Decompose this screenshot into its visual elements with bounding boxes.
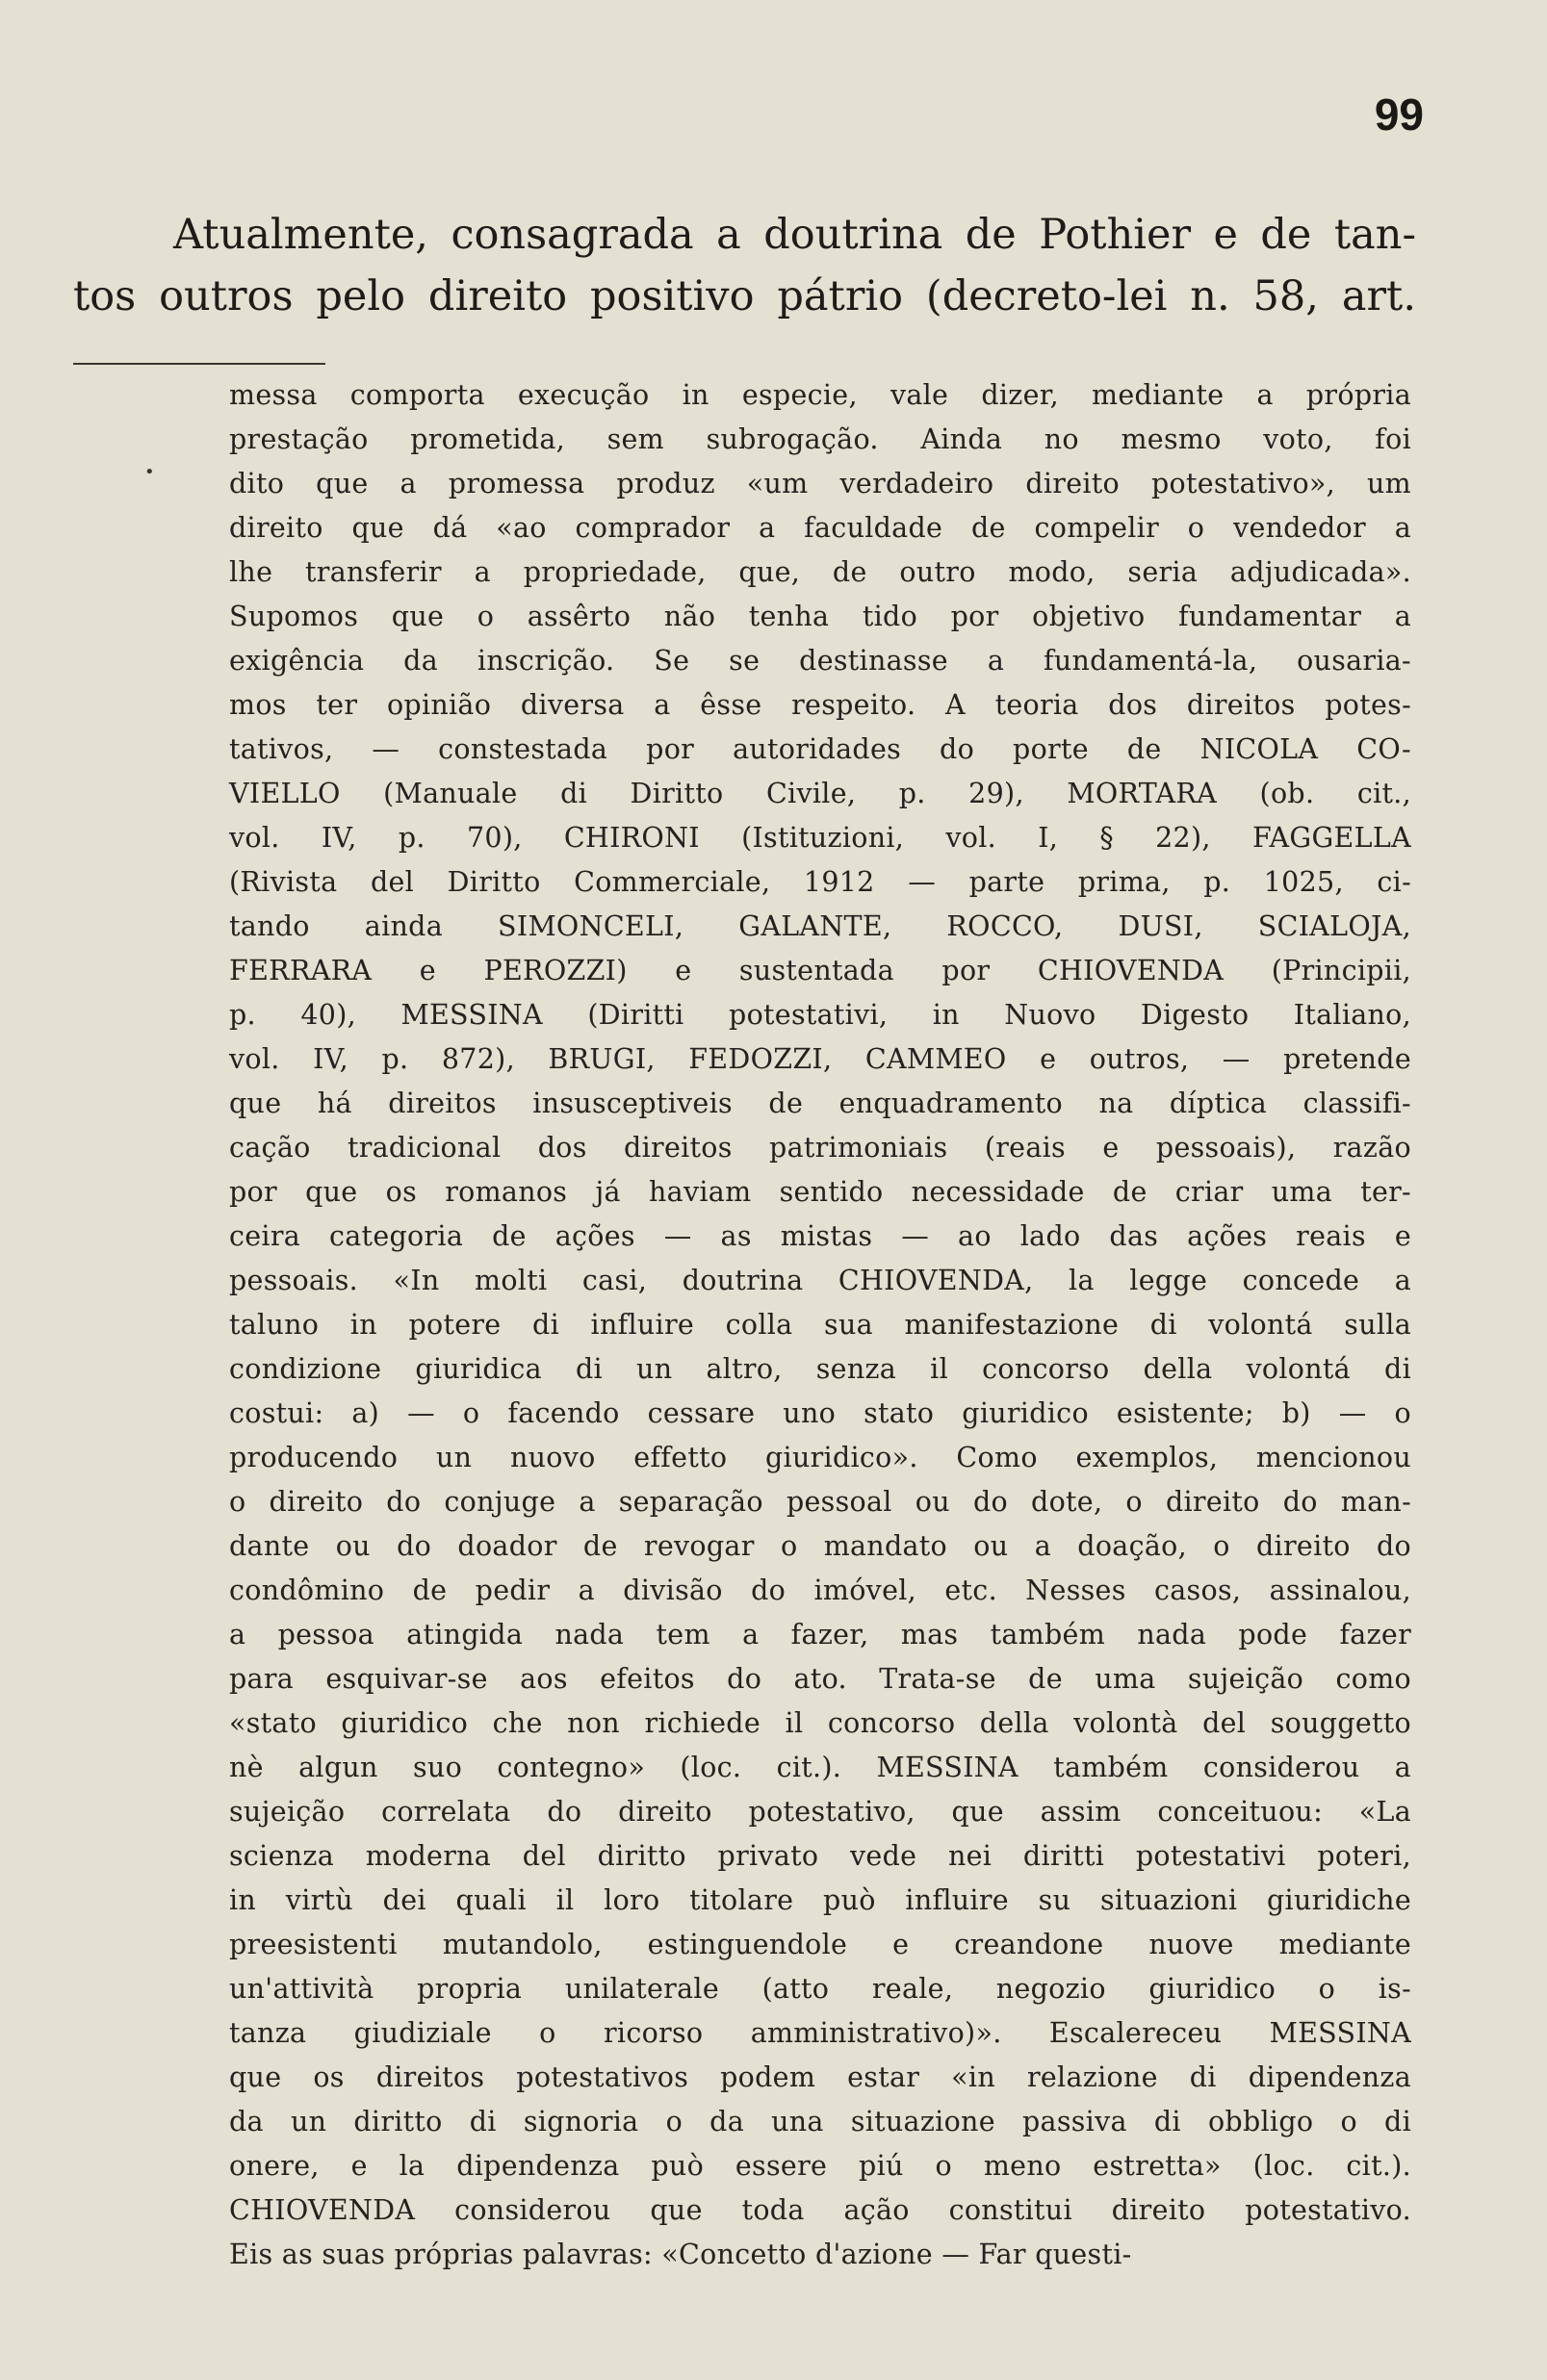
footnote-line: nè algun suo contegno» (loc. cit.). MESSINA também considerou a — [229, 1752, 1411, 1783]
footnote-line: taluno in potere di influire colla sua manifestazione di volontá sulla — [229, 1309, 1411, 1341]
footnote-line: direito que dá «ao comprador a faculdade de compelir o vendedor a — [229, 512, 1411, 544]
footnote-line: para esquivar-se aos efeitos do ato. Trata-se de uma sujeição como — [229, 1663, 1411, 1695]
footnote-line: vol. IV, p. 872), BRUGI, FEDOZZI, CAMMEO e outros, — pretende — [229, 1043, 1411, 1075]
footnote-line: scienza moderna del diritto privato vede nei diritti potestativi poteri, — [229, 1840, 1411, 1872]
footnote-line: costui: a) — o facendo cessare uno stato giuridico esistente; b) — o — [229, 1397, 1411, 1429]
main-text-line: tos outros pelo direito positivo pátrio (decreto-lei n. 58, art. — [73, 272, 1416, 320]
footnote-line: producendo un nuovo effetto giuridico». Como exemplos, mencionou — [229, 1442, 1411, 1473]
footnote — [229, 373, 1411, 2277]
footnote-line: Eis as suas próprias palavras: «Concetto d'azione — Far questi- — [229, 2239, 1132, 2270]
page-number: 99 — [1374, 90, 1424, 140]
margin-mark: • — [144, 462, 155, 482]
main-text — [73, 204, 1416, 327]
footnote-line: onere, e la dipendenza può essere piú o meno estretta» (loc. cit.). — [229, 2150, 1411, 2182]
footnote-line: messa comporta execução in especie, vale dizer, mediante a própria — [229, 379, 1411, 411]
footnote-line: pessoais. «In molti casi, doutrina CHIOVENDA, la legge concede a — [229, 1265, 1411, 1296]
main-text-line: Atualmente, consagrada a doutrina de Pothier e de tan- — [173, 211, 1416, 259]
footnote-line: sujeição correlata do direito potestativo, que assim conceituou: «La — [229, 1796, 1411, 1828]
footnote-line: lhe transferir a propriedade, que, de outro modo, seria adjudicada». — [229, 556, 1411, 588]
footnote-line: tando ainda SIMONCELI, GALANTE, ROCCO, DUSI, SCIALOJA, — [229, 910, 1411, 942]
footnote-line: o direito do conjuge a separação pessoal ou do dote, o direito do man- — [229, 1486, 1411, 1518]
footnote-line: que os direitos potestativos podem estar «in relazione di dipendenza — [229, 2061, 1411, 2093]
footnote-line: VIELLO (Manuale di Diritto Civile, p. 29), MORTARA (ob. cit., — [229, 778, 1411, 809]
footnote-line: mos ter opinião diversa a êsse respeito. A teoria dos direitos potes- — [229, 689, 1411, 721]
footnote-line: da un diritto di signoria o da una situazione passiva di obbligo o di — [229, 2106, 1411, 2137]
footnote-line: Supomos que o assêrto não tenha tido por objetivo fundamentar a — [229, 601, 1411, 632]
footnote-line: condômino de pedir a divisão do imóvel, etc. Nesses casos, assinalou, — [229, 1574, 1411, 1606]
footnote-line: FERRARA e PEROZZI) e sustentada por CHIOVENDA (Principii, — [229, 955, 1411, 986]
footnote-line: condizione giuridica di un altro, senza il concorso della volontá di — [229, 1353, 1411, 1385]
footnote-line: dito que a promessa produz «um verdadeiro direito potestativo», um — [229, 468, 1411, 499]
footnote-line: p. 40), MESSINA (Diritti potestativi, in Nuovo Digesto Italiano, — [229, 999, 1411, 1031]
footnote-line: vol. IV, p. 70), CHIRONI (Istituzioni, vol. I, § 22), FAGGELLA — [229, 822, 1411, 854]
footnote-line: CHIOVENDA considerou que toda ação constitui direito potestativo. — [229, 2194, 1411, 2226]
footnote-line: un'attività propria unilaterale (atto reale, negozio giuridico o is- — [229, 1973, 1411, 2005]
footnote-line: prestação prometida, sem subrogação. Ainda no mesmo voto, foi — [229, 423, 1411, 455]
footnote-line: a pessoa atingida nada tem a fazer, mas também nada pode fazer — [229, 1619, 1411, 1651]
footnote-line: cação tradicional dos direitos patrimoniais (reais e pessoais), razão — [229, 1132, 1411, 1164]
footnote-line: que há direitos insusceptiveis de enquadramento na díptica classifi- — [229, 1088, 1411, 1119]
footnote-line: tativos, — constestada por autoridades do porte de NICOLA CO- — [229, 733, 1411, 765]
footnote-line: tanza giudiziale o ricorso amministrativo)». Escalereceu MESSINA — [229, 2017, 1411, 2049]
footnote-line: «stato giuridico che non richiede il concorso della volontà del souggetto — [229, 1707, 1411, 1739]
footnote-line: por que os romanos já haviam sentido necessidade de criar uma ter- — [229, 1176, 1411, 1208]
footnote-line: ceira categoria de ações — as mistas — ao lado das ações reais e — [229, 1220, 1411, 1252]
footnote-line: in virtù dei quali il loro titolare può influire su situazioni giuridiche — [229, 1884, 1411, 1916]
footnote-line: preesistenti mutandolo, estinguendole e creandone nuove mediante — [229, 1929, 1411, 1960]
footnote-line: dante ou do doador de revogar o mandato ou a doação, o direito do — [229, 1530, 1411, 1562]
footnote-line: (Rivista del Diritto Commerciale, 1912 — parte prima, p. 1025, ci- — [229, 866, 1411, 898]
footnote-separator — [73, 363, 325, 365]
footnote-line: exigência da inscrição. Se se destinasse a fundamentá-la, ousaria- — [229, 645, 1411, 677]
